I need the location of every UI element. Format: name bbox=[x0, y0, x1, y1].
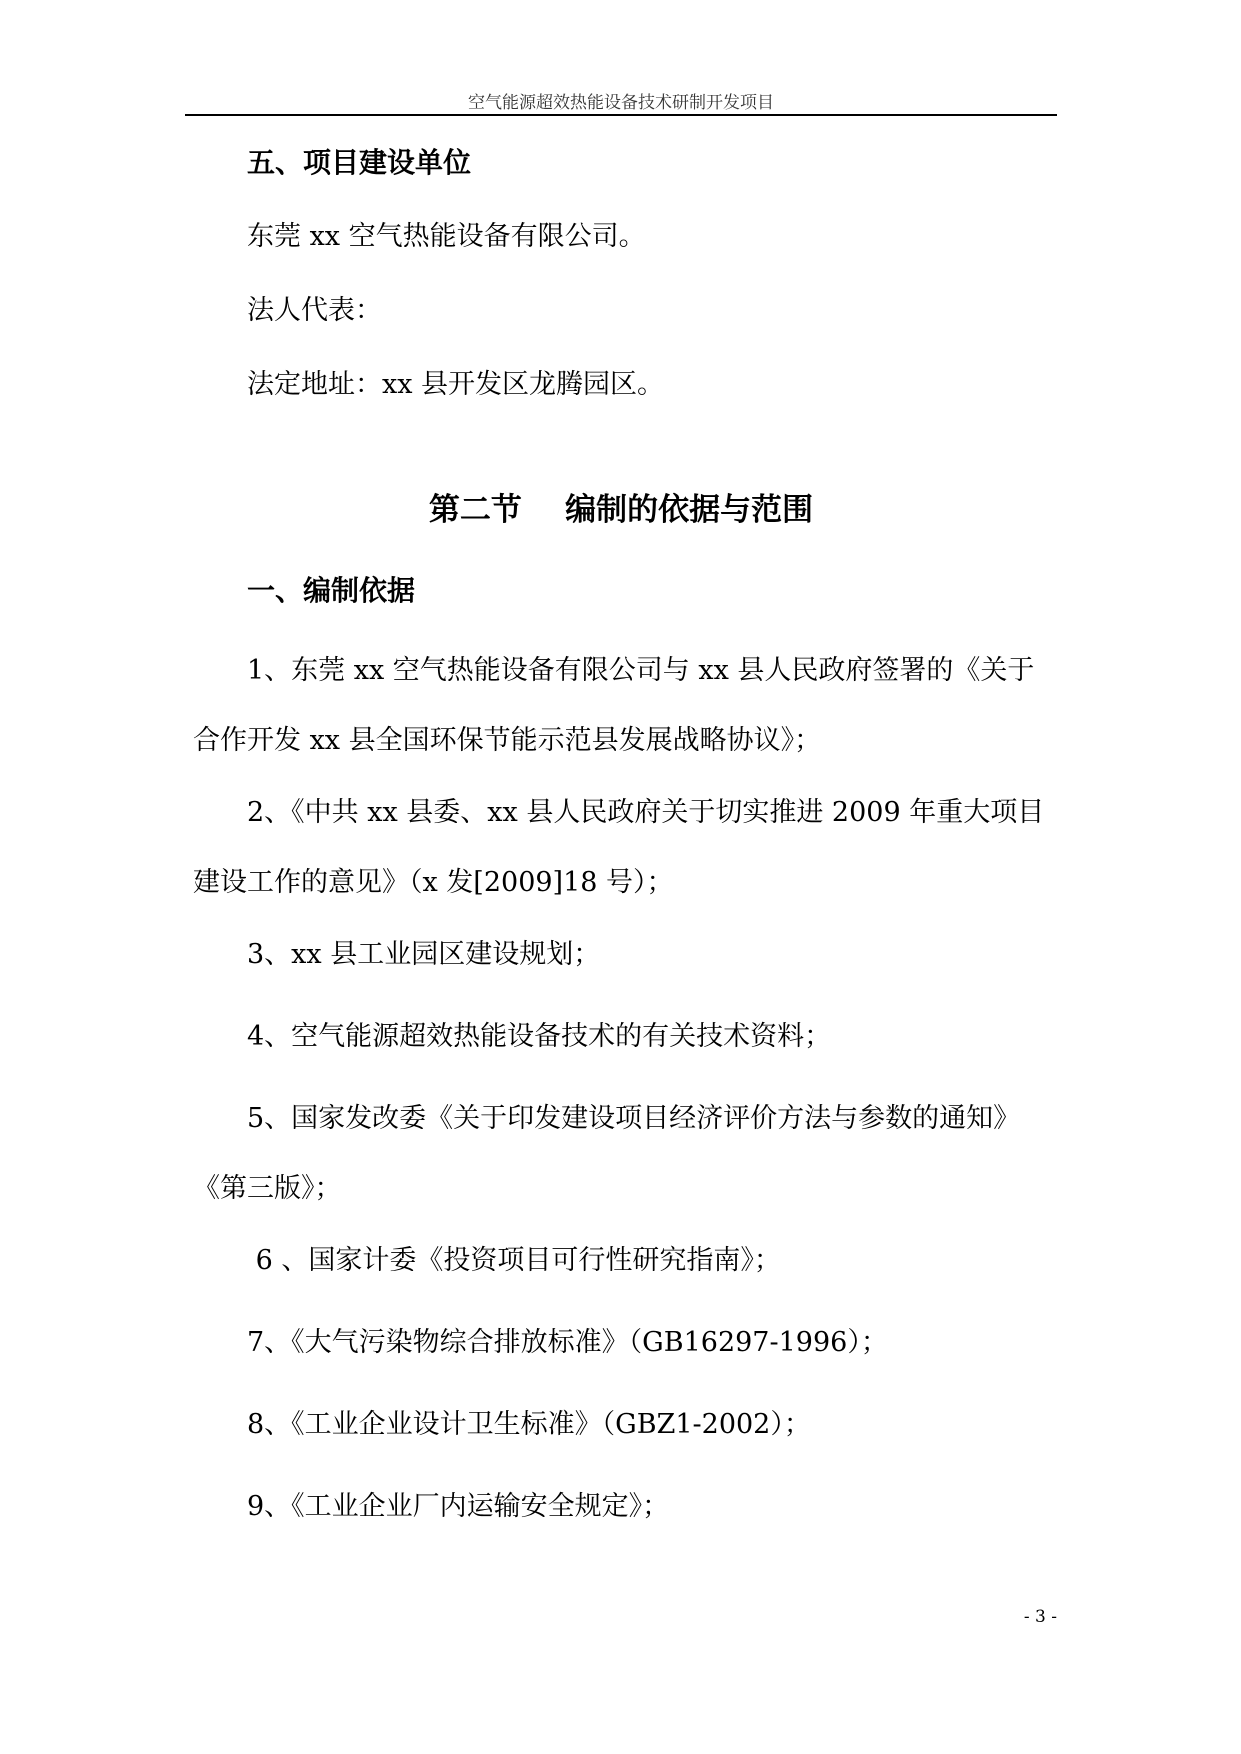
basis-item-2: 2、《中共 xx 县委、xx 县人民政府关于切实推进 2009 年重大项目建设工作的意见》（x 发[2009]18 号）； bbox=[193, 797, 1045, 898]
basis-item-9: 9、《工业企业厂内运输安全规定》； bbox=[247, 1491, 670, 1522]
basis-item-5: 5、国家发改委《关于印发建设项目经济评价方法与参数的通知》《第三版》； bbox=[193, 1103, 1021, 1204]
basis-item-6: 6 、国家计委《投资项目可行性研究指南》； bbox=[247, 1245, 781, 1276]
basis-item-8: 8、《工业企业设计卫生标准》（GBZ1-2002）； bbox=[247, 1409, 811, 1440]
page-number: - 3 - bbox=[1023, 1607, 1057, 1627]
header-divider bbox=[185, 114, 1057, 116]
legal-address: 法定地址：xx 县开发区龙腾园区。 bbox=[247, 369, 665, 400]
section-heading-construction-unit: 五、项目建设单位 bbox=[247, 146, 472, 179]
basis-item-7: 7、《大气污染物综合排放标准》（GB16297-1996）； bbox=[247, 1327, 888, 1358]
sub-heading-basis: 一、编制依据 bbox=[247, 574, 416, 607]
basis-item-1: 1、东莞 xx 空气热能设备有限公司与 xx 县人民政府签署的《关于合作开发 xx 县全国环保节能示范县发展战略协议》； bbox=[193, 655, 1035, 756]
basis-item-4: 4、空气能源超效热能设备技术的有关技术资料； bbox=[247, 1021, 832, 1052]
basis-item-3: 3、xx 县工业园区建设规划； bbox=[247, 939, 601, 970]
section-title: 第二节 编制的依据与范围 bbox=[428, 492, 814, 528]
legal-representative: 法人代表： bbox=[247, 295, 382, 326]
company-name: 东莞 xx 空气热能设备有限公司。 bbox=[247, 221, 646, 252]
page-header-title: 空气能源超效热能设备技术研制开发项目 bbox=[468, 93, 774, 113]
